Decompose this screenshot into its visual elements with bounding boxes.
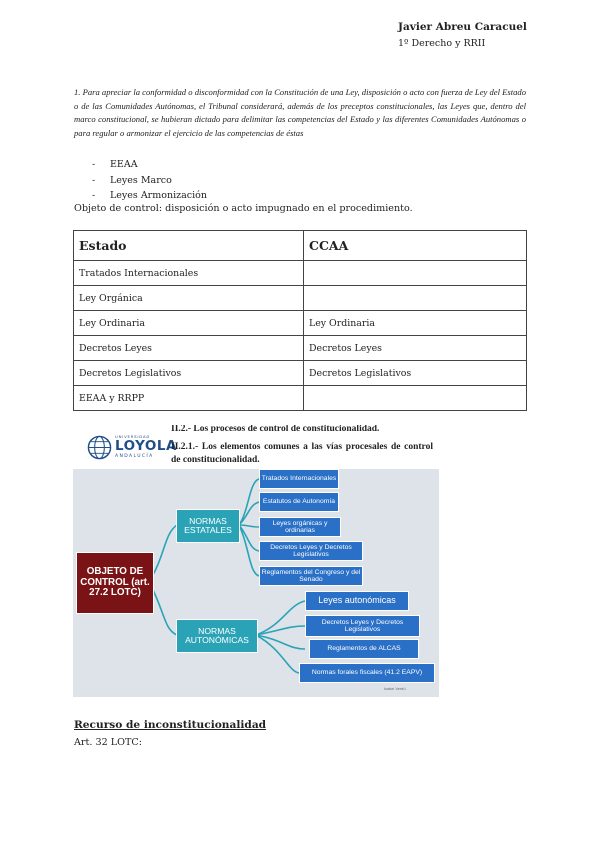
course-name: 1º Derecho y RRII (398, 38, 486, 49)
connector-root-autonomicas (153, 590, 177, 635)
connector-autonomicas-leaf (256, 626, 305, 635)
leaf-node: Leyes orgánicas y ordinarias (259, 517, 341, 537)
list-item-text: Leyes Armonización (110, 190, 207, 201)
connector-estatales-leaf (239, 502, 259, 525)
list-item (92, 173, 207, 189)
competence-table (73, 230, 527, 411)
table-row (74, 386, 527, 411)
list-dash: - (92, 190, 96, 201)
table-cell: Decretos Legislativos (74, 361, 304, 386)
university-logo: UNIVERSIDAD LOYOLA ANDALUCÍA (87, 434, 177, 462)
table-row (74, 286, 527, 311)
table-header-row (74, 231, 527, 261)
norms-list (92, 157, 207, 204)
slide-subtitle: II.2.1.- Los elementos comunes a las vías procesales de control de constitucionalidad. (171, 442, 433, 465)
author-name: Javier Abreu Caracuel (398, 21, 527, 33)
leaf-node: Tratados Internacionales (259, 469, 339, 489)
root-node: OBJETO DE CONTROL (art. 27.2 LOTC) (76, 552, 154, 614)
question-paragraph: 1. Para apreciar la conformidad o disconformidad con la Constitución de una Ley, disposición o acto con fuerza de Ley del Estado o de las Comunidades Autónomas, el Tribunal considerará, además de los preceptos constitucionales, las Leyes que, dentro del marco constitucional, se hubieran dictado para delimitar las competencias del Estado y las diferentes Comunidades Autónomas o para regular o armonizar el ejercicio de las competencias de éstas (74, 87, 527, 138)
table-cell: Ley Orgánica (74, 286, 304, 311)
table-cell: Ley Ordinaria (304, 311, 527, 336)
table-cell: Tratados Internacionales (74, 261, 304, 286)
control-object-text: Objeto de control: disposición o acto impugnado en el procedimiento. (74, 203, 413, 214)
leaf-node: Decretos Leyes y Decretos Legislativos (259, 541, 363, 561)
slide-note: Isabel Verdú (384, 687, 406, 691)
list-item (92, 157, 207, 173)
leaf-node: Estatutos de Autonomía (259, 492, 339, 512)
list-dash: - (92, 159, 96, 170)
list-item (92, 188, 207, 204)
table-row (74, 311, 527, 336)
list-dash: - (92, 174, 96, 186)
leaf-node: Normas forales fiscales (41.2 EAPV) (299, 663, 435, 683)
table-cell: Ley Ordinaria (74, 311, 304, 336)
list-item-text: EEAA (110, 159, 138, 170)
table-row (74, 361, 527, 386)
leaf-node: Reglamentos de ALCAS (309, 639, 419, 659)
table-cell: EEAA y RRPP (74, 386, 304, 411)
connector-autonomicas-leaf (256, 635, 305, 649)
connector-estatales-leaf (239, 479, 259, 525)
table-cell: Decretos Leyes (304, 336, 527, 361)
table-cell: Decretos Leyes (74, 336, 304, 361)
connector-estatales-leaf (239, 525, 259, 551)
branch-node: NORMAS ESTATALES (176, 509, 240, 543)
table-cell (304, 261, 527, 286)
branch-node: NORMAS AUTONÓMICAS (176, 619, 258, 653)
table-header-estado: Estado (74, 231, 304, 261)
table-row (74, 261, 527, 286)
connector-estatales-leaf (239, 525, 259, 527)
recurso-heading: Recurso de inconstitucionalidad (74, 719, 267, 731)
leaf-node: Reglamentos del Congreso y del Senado (259, 566, 363, 586)
table-cell (304, 386, 527, 411)
connector-root-estatales (153, 525, 177, 575)
list-item-text: Leyes Marco (110, 174, 172, 186)
table-cell: Decretos Legislativos (304, 361, 527, 386)
table-row (74, 336, 527, 361)
leaf-node: Leyes autonómicas (305, 591, 409, 611)
table-cell (304, 286, 527, 311)
slide-title: II.2.- Los procesos de control de constitucionalidad. (171, 425, 380, 434)
article-reference: Art. 32 LOTC: (74, 737, 142, 748)
leaf-node: Decretos Leyes y Decretos Legislativos (305, 615, 420, 637)
slide-image (73, 425, 439, 697)
table-header-ccaa: CCAA (304, 231, 527, 261)
